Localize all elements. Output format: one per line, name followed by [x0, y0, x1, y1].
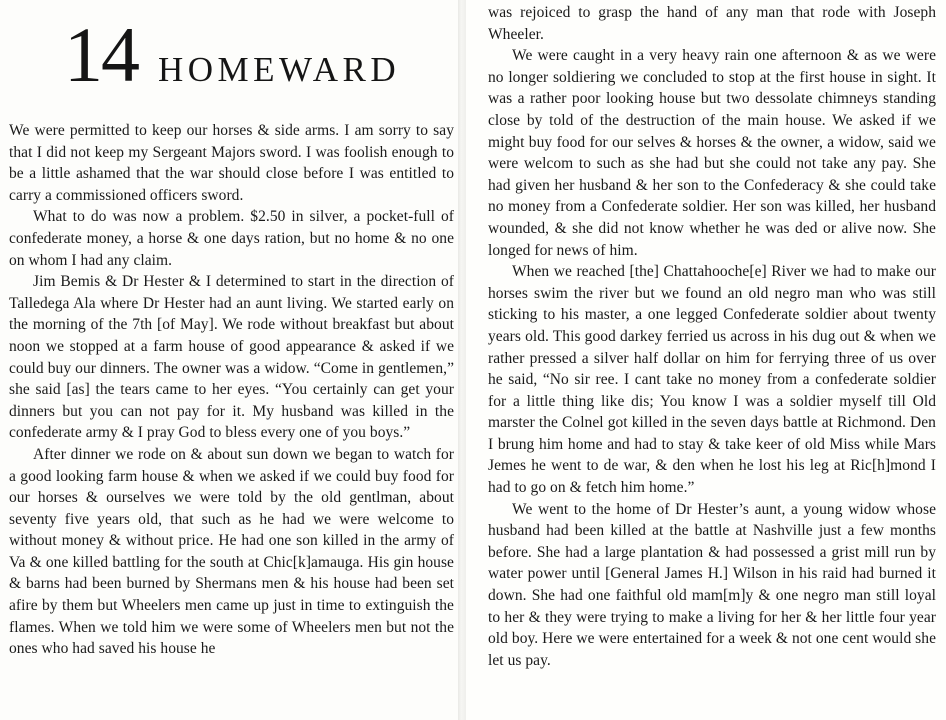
paragraph: After dinner we rode on & about sun down we began to watch for a good looking farm house & when we asked if we could buy food for our horses & ourselves we were told by the old gentlman, about seventy five years old, that such as he had we were welcome to without money & without price. He had one son killed in the army of Va & one killed battling for the south at Chic[k]amauga. His gin house & barns had been burned by Shermans men & his house had been set afire by them but Wheelers men came up just in time to extinguish the flames. When we told him we were some of Wheelers men but not the ones who had saved his house he	[9, 445, 454, 658]
right-page-text	[488, 2, 936, 671]
paragraph: We were permitted to keep our horses & side arms. I am sorry to say that I did not keep my Sergeant Majors sword. I was foolish enough to be a little ashamed that the war should close before I was entitled to carry a commissioned officers sword.	[9, 122, 454, 204]
paragraph: was rejoiced to grasp the hand of any man that rode with Joseph Wheeler.	[488, 4, 936, 43]
left-page-text	[9, 120, 454, 660]
paragraph: We went to the home of Dr Hester’s aunt, a young widow whose husband had been killed at the battle at Nashville just a few months before. She had a large plantation & had possessed a grist mill run by water power until [General James H.] Wilson in his raid had burned it down. She had one faithful old mam[m]y & one negro man still loyal to her & they were trying to make a living for her & her little four year old boy. Here we were entertained for a week & not one cent would she let us pay.	[488, 500, 936, 669]
page-gutter	[458, 0, 466, 720]
chapter-number: 14	[64, 11, 138, 98]
right-page	[466, 0, 946, 720]
paragraph: When we reached [the] Chattahooche[e] River we had to make our horses swim the river but we found an old negro man who was still sticking to his master, a one legged Confederate soldier about twenty years old. This good darkey ferried us across in his dug out & when we rather pressed a silver half dollar on him for ferrying three of us over he said, “No sir ree. I cant take no money from a confederate soldier for a little thing like dis; You know I was a soldier myself till Old marster the Colnel got killed in the seven days battle at Richmond. Den I brung him home and had to stay & take keer of old Miss while Mars Jemes he went to de war, & den when he lost his leg at Ric[h]mond I had to go on & fetch him home.”	[488, 263, 936, 497]
left-page	[0, 0, 458, 720]
chapter-title: HOMEWARD	[158, 50, 401, 89]
paragraph: Jim Bemis & Dr Hester & I determined to start in the direction of Talledega Ala where Dr Hester had an aunt living. We started early on the morning of the 7th [of May]. We rode without breakfast but about noon we stopped at a farm house of good appearance & asked if we could buy our dinners. The owner was a widow. “Come in gentlemen,” she said [as] the tears came to her eyes. “You certainly can get your dinners but you can not pay for it. My husband was killed in the confederate army & I pray God to bless every one of you boys.”	[9, 273, 454, 442]
chapter-heading	[64, 11, 401, 98]
paragraph: What to do was now a problem. $2.50 in silver, a pocket-full of confederate money, a horse & one days ration, but no home & no one on whom I had any claim.	[9, 208, 454, 269]
paragraph: We were caught in a very heavy rain one afternoon & as we were no longer soldiering we concluded to stop at the first house in sight. It was a rather poor looking house but two dessolate chimneys standing close by told of the destruction of the main house. We asked if we might buy food for our selves & horses & the owner, a widow, said we were welcom to such as she had but she could not take any pay. She had given her husband & her son to the Confederacy & she could take no money from a Confederate soldier. Her son was killed, her husband wounded, & she did not know whether he was ded or alive now. She longed for news of him.	[488, 47, 936, 259]
